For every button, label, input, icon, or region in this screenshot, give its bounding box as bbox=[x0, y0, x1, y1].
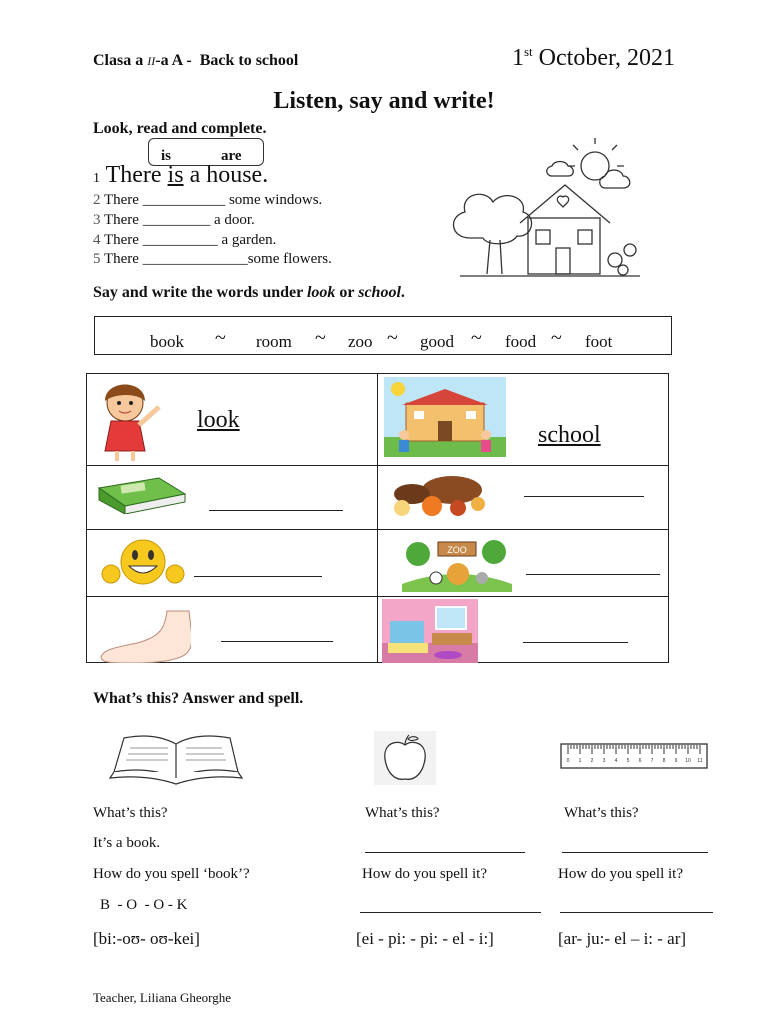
school-header: school bbox=[538, 422, 601, 448]
zoo-icon bbox=[402, 536, 512, 592]
school-building-icon bbox=[384, 377, 506, 457]
col3-question: What’s this? bbox=[564, 805, 639, 821]
answer-blank[interactable] bbox=[209, 510, 343, 511]
teacher-footer: Teacher, Liliana Gheorghe bbox=[93, 990, 232, 1005]
page-title: Listen, say and write! bbox=[273, 88, 495, 114]
look-header: look bbox=[197, 407, 240, 433]
answer-blank[interactable] bbox=[194, 576, 322, 577]
svg-text:ZOO: ZOO bbox=[447, 545, 467, 555]
cell-look-header bbox=[87, 374, 378, 466]
cell-zoo bbox=[378, 530, 669, 597]
ruler-number: 3 bbox=[602, 758, 606, 764]
bank-separator: ~ bbox=[215, 327, 226, 349]
room-icon bbox=[382, 599, 478, 663]
ruler-number: 1 bbox=[578, 758, 582, 764]
example-answer: is bbox=[167, 162, 184, 188]
sentence-4: 4 There __________ a garden. bbox=[93, 232, 277, 248]
ruler-number: 8 bbox=[662, 758, 666, 764]
sort-table bbox=[86, 373, 669, 663]
bank-word-room: room bbox=[256, 332, 292, 351]
ruler-number: 0 bbox=[566, 758, 570, 764]
col3-phonetic: [ar- ju:- el – i: - ar] bbox=[558, 929, 687, 948]
thumbs-up-smiley-icon bbox=[101, 538, 187, 590]
exercise3-instruction: What’s this? Answer and spell. bbox=[93, 690, 304, 707]
answer-blank[interactable] bbox=[221, 641, 333, 642]
answer-blank[interactable] bbox=[526, 574, 660, 575]
cell-food bbox=[378, 466, 669, 530]
ruler-number: 11 bbox=[697, 758, 703, 764]
ruler-number: 10 bbox=[685, 758, 691, 764]
col2-answer-blank[interactable] bbox=[365, 836, 525, 853]
sentence-5: 5 There ______________some flowers. bbox=[93, 251, 332, 267]
foot-icon bbox=[97, 609, 191, 663]
bank-word-food: food bbox=[505, 332, 537, 351]
cell-school-header bbox=[378, 374, 669, 466]
class-header: Clasa a II-a A - Back to school bbox=[93, 52, 299, 69]
bank-word-book: book bbox=[150, 332, 184, 351]
sentence-3: 3 There _________ a door. bbox=[93, 212, 255, 228]
ruler-icon bbox=[560, 743, 708, 769]
word-are: are bbox=[221, 148, 242, 164]
answer-blank[interactable] bbox=[524, 496, 644, 497]
bank-word-good: good bbox=[420, 332, 454, 351]
open-book-icon bbox=[106, 732, 246, 790]
bank-word-foot: foot bbox=[585, 332, 613, 351]
apple-icon bbox=[374, 731, 436, 785]
word-is: is bbox=[161, 148, 172, 164]
col1-question: What’s this? bbox=[93, 805, 168, 821]
date: 1st October, 2021 bbox=[512, 44, 676, 71]
cell-foot bbox=[87, 597, 378, 663]
ruler-number: 7 bbox=[650, 758, 654, 764]
ruler-number: 6 bbox=[638, 758, 642, 764]
col1-phonetic: [bi:-oʊ- oʊ-kei] bbox=[93, 929, 200, 948]
green-book-icon bbox=[95, 474, 187, 514]
word-bank bbox=[94, 316, 672, 355]
exercise2-instruction: Say and write the words under look or school. bbox=[93, 284, 405, 301]
example-sentence: 1 There is a house. bbox=[93, 162, 269, 188]
col1-spell-question: How do you spell ‘book’? bbox=[93, 866, 250, 882]
ruler-number: 5 bbox=[626, 758, 630, 764]
col1-spelling: B - O - O - K bbox=[100, 897, 188, 913]
house-illustration bbox=[440, 138, 650, 284]
col2-question: What’s this? bbox=[365, 805, 440, 821]
bank-word-zoo: zoo bbox=[348, 332, 373, 351]
col3-spell-question: How do you spell it? bbox=[558, 866, 683, 882]
cell-book bbox=[87, 466, 378, 530]
ruler-number: 2 bbox=[590, 758, 594, 764]
girl-pointing-icon bbox=[93, 377, 163, 463]
col3-answer-blank[interactable] bbox=[562, 836, 708, 853]
col2-spell-blank[interactable] bbox=[360, 896, 541, 913]
topic: Back to school bbox=[199, 52, 299, 69]
col2-phonetic: [ei - pi: - pi: - el - i:] bbox=[356, 929, 494, 948]
bank-separator: ~ bbox=[471, 327, 482, 349]
cell-room bbox=[378, 597, 669, 663]
ruler-number: 4 bbox=[614, 758, 618, 764]
col2-spell-question: How do you spell it? bbox=[362, 866, 487, 882]
food-icon bbox=[388, 470, 496, 520]
ruler-number: 9 bbox=[674, 758, 678, 764]
answer-blank[interactable] bbox=[523, 642, 628, 643]
sentence-2: 2 There ___________ some windows. bbox=[93, 192, 323, 208]
col1-answer: It’s a book. bbox=[93, 835, 161, 851]
col3-spell-blank[interactable] bbox=[560, 896, 713, 913]
bank-separator: ~ bbox=[387, 327, 398, 349]
bank-separator: ~ bbox=[551, 327, 562, 349]
exercise1-instruction: Look, read and complete. bbox=[93, 120, 267, 137]
cell-good bbox=[87, 530, 378, 597]
bank-separator: ~ bbox=[315, 327, 326, 349]
